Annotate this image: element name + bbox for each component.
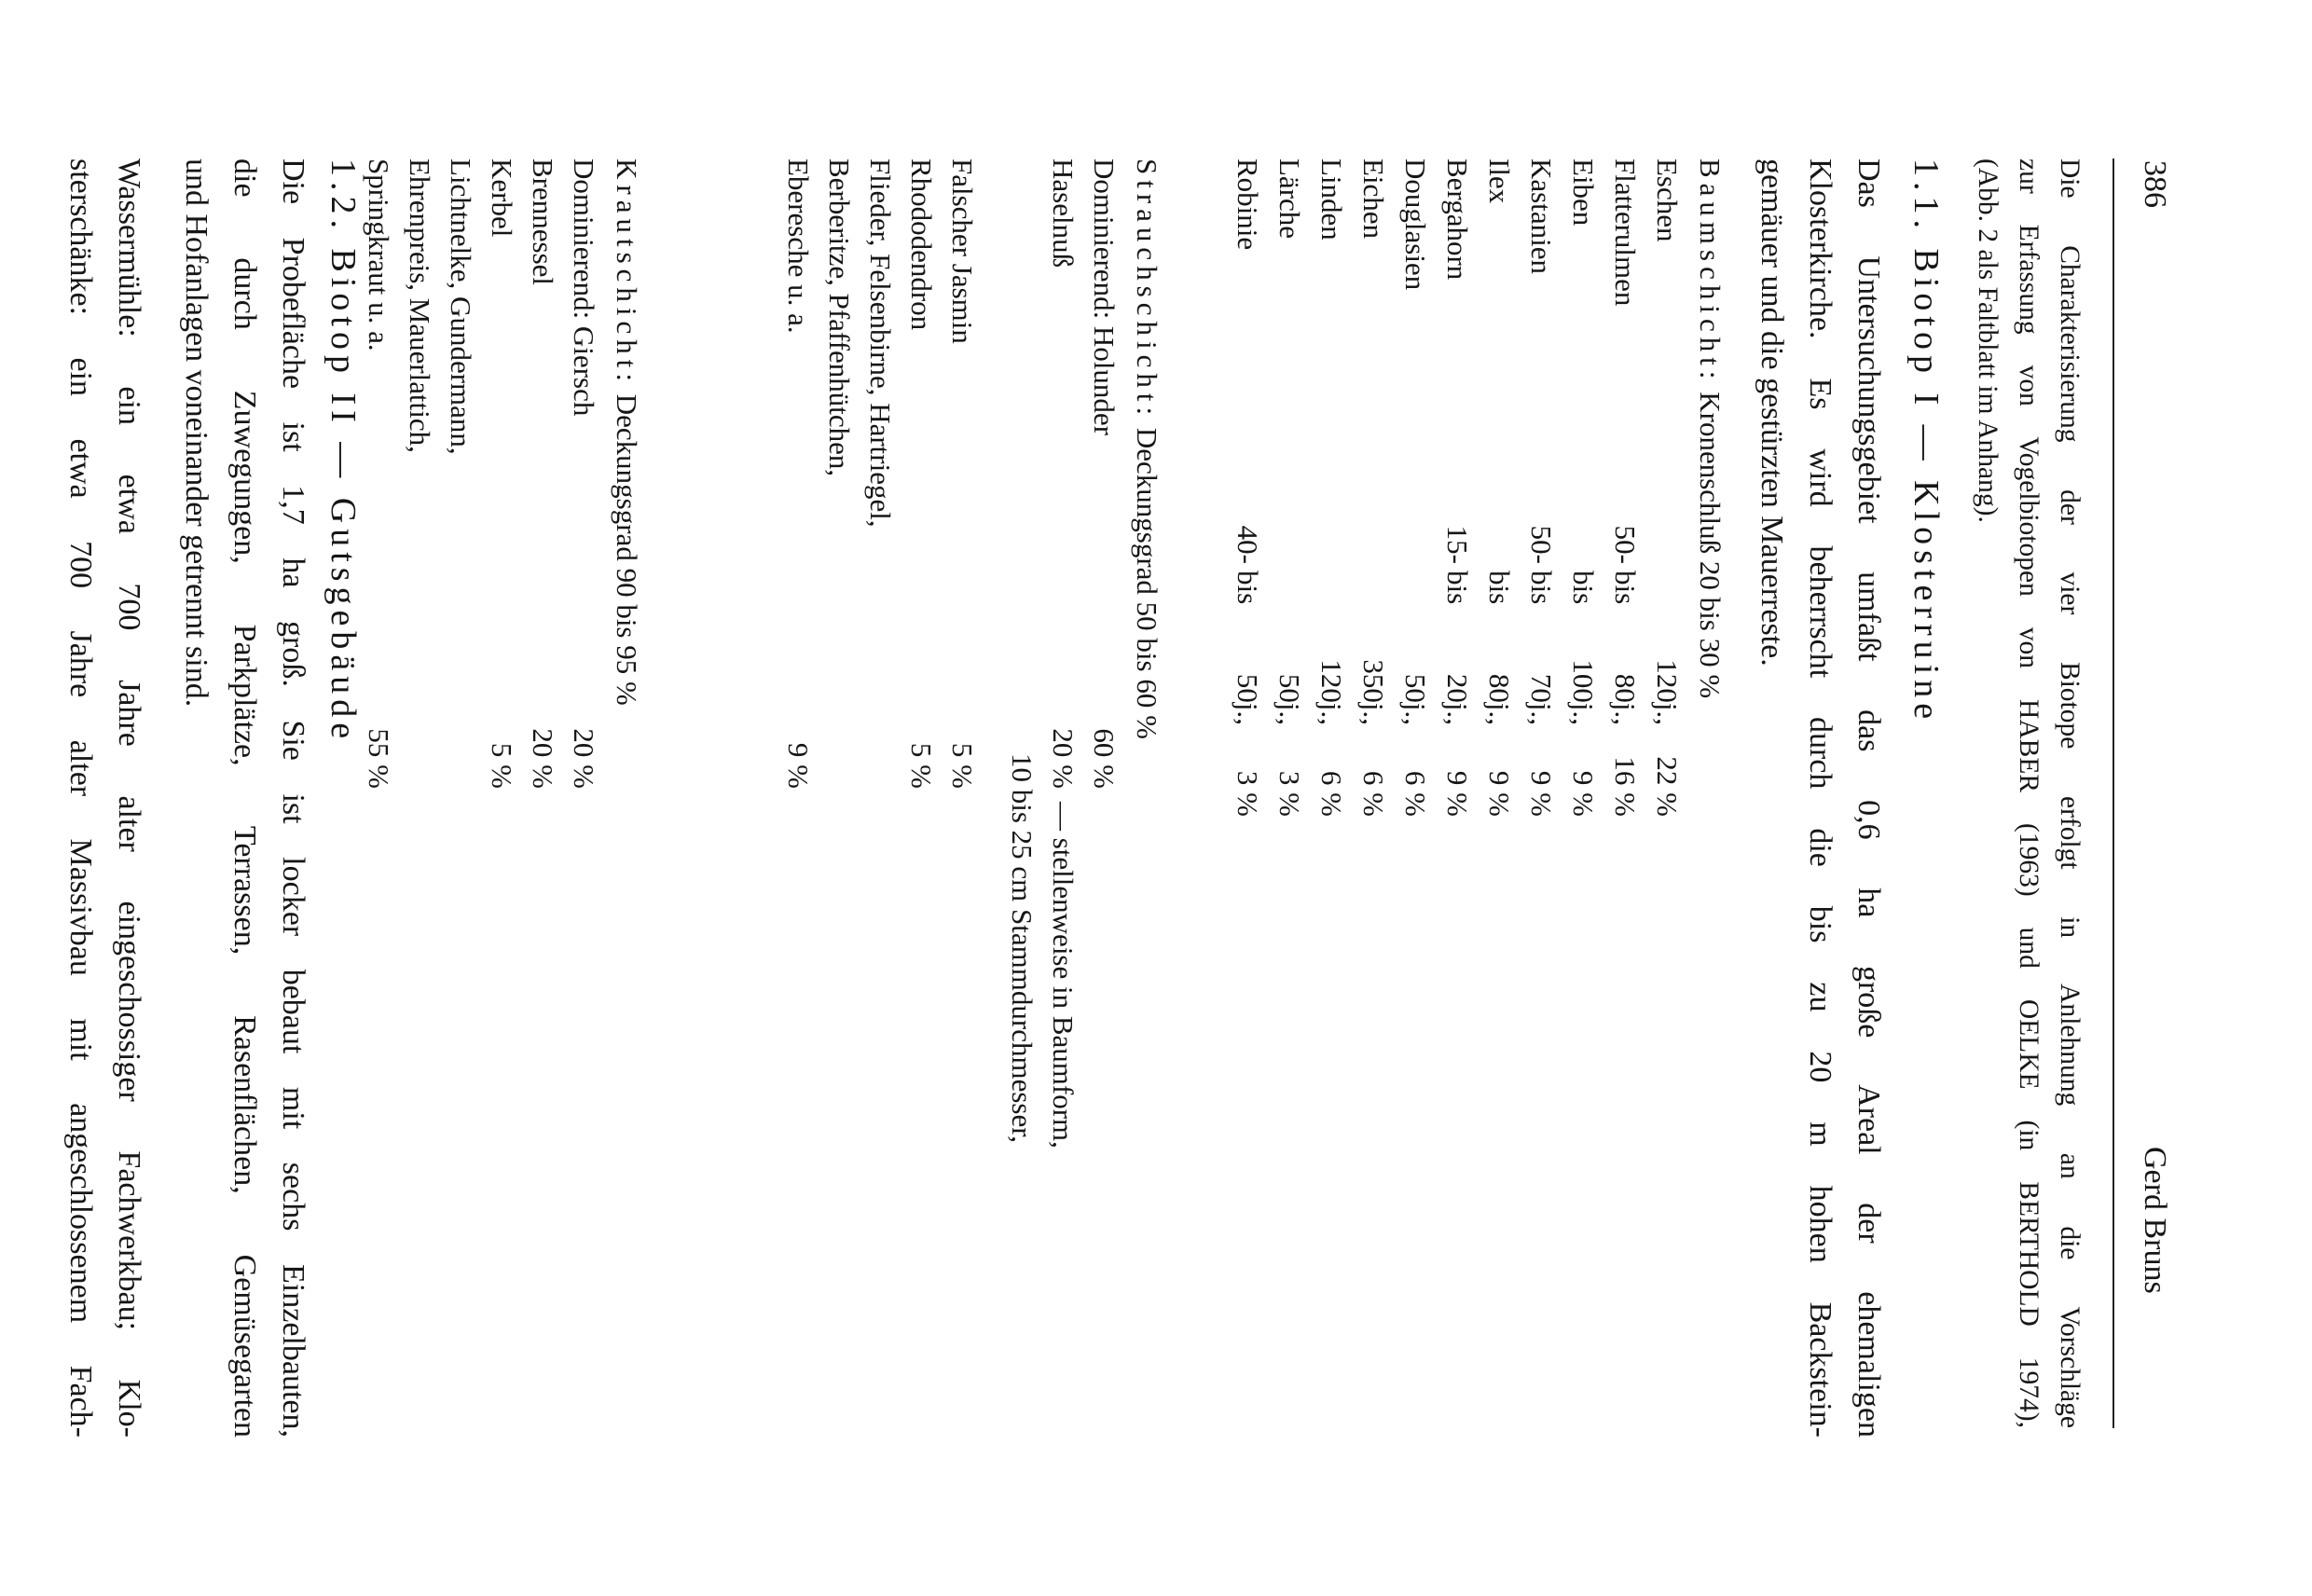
shrub-name: Haselnuß (1047, 158, 1080, 268)
tree-species-name: Eichen (1357, 158, 1390, 240)
tree-age-bis: bis (1232, 571, 1264, 605)
tree-age-bis: bis (1567, 571, 1600, 605)
herb-share-percent: 20 % (568, 728, 600, 789)
tree-age-bis: bis (1609, 571, 1642, 605)
strauchschicht-label: Strauchschicht: (1131, 158, 1163, 421)
tree-share-percent: 16 % (1609, 756, 1642, 817)
section-heading-biotop-1: 1.1. Biotop I — Klosterruine (1906, 158, 1946, 725)
krautschicht-label: Krautschicht: (611, 158, 643, 388)
herb-name: Brennessel (527, 158, 559, 286)
tree-share-percent: 3 % (1232, 770, 1264, 817)
intro-line-3: (Abb. 2 als Faltblatt im Anhang). (1973, 158, 2002, 523)
strauchschicht-text: Deckungsgrad 50 bis 60 % (1131, 427, 1163, 739)
tree-age-to: 50j., (1232, 673, 1264, 725)
shrub-share-percent: 5 % (946, 742, 979, 789)
tree-share-percent: 9 % (1567, 770, 1600, 817)
header-rule (2112, 158, 2114, 1428)
baumschicht-heading (1693, 158, 1727, 698)
tree-species-name: Ilex (1483, 158, 1516, 204)
tree-age-to: 70j., (1525, 673, 1558, 725)
tree-age-to: 120j., (1315, 659, 1348, 725)
herb-share-percent: 55 % (363, 728, 395, 789)
tree-age-from: 50- (1609, 525, 1642, 564)
tree-age-to: 80j., (1483, 673, 1516, 725)
herb-share-percent: 5 % (486, 742, 518, 789)
tree-species-name: Kastanien (1525, 158, 1558, 274)
tree-species-name: Douglasien (1399, 158, 1432, 291)
baumschicht-label: Baumschicht: (1694, 158, 1727, 385)
herb-name: Dominierend: Giersch (568, 158, 600, 417)
shrub-share-percent: 5 % (905, 742, 938, 789)
section-heading-biotop-2: 1.2. Biotop II — Gutsgebäude (323, 158, 363, 745)
tree-species-name: Linden (1315, 158, 1348, 241)
tree-share-percent: 6 % (1357, 770, 1390, 817)
tree-share-percent: 6 % (1399, 770, 1432, 817)
shrub-name: Flieder, Felsenbirne, Hartriegel, (864, 158, 897, 528)
tree-age-to: 20j., (1441, 673, 1474, 725)
shrub-note: 10 bis 25 cm Stammdurchmesser, (1006, 753, 1039, 1144)
herb-name: Springkraut u. a. (363, 158, 395, 351)
tree-species-name: Robinie (1232, 158, 1264, 251)
intro-line-1: Die Charakterisierung der vier Biotope erfolgt in Anlehnung an die Vorschläge (2055, 158, 2085, 1428)
shrub-note: — stellenweise in Baumform, (1047, 802, 1080, 1149)
herb-share-percent: 20 % (527, 728, 559, 789)
tree-age-bis: bis (1441, 571, 1474, 605)
tree-age-bis: bis (1483, 571, 1516, 605)
tree-age-to: 100j., (1567, 659, 1600, 725)
tree-age-to: 50j., (1399, 673, 1432, 725)
shrub-share-percent: 60 % (1088, 728, 1121, 789)
biotop1-paragraph-line-1: Das Untersuchungsgebiet umfaßt das 0,6 ha große Areal der ehemaligen (1851, 158, 1886, 1438)
tree-species-name: Flatterulmen (1609, 158, 1642, 307)
biotop2-paragraph2-line-1: Wassermühle: ein etwa 700 Jahre alter eingeschossiger Fachwerkbau; Klo- (112, 158, 146, 1438)
intro-line-2: zur Erfassung von Vogelbiotopen von HABER (1963) und OELKE (in BERTHOLD 1974), (2014, 158, 2044, 1428)
strauchschicht-heading (1130, 158, 1163, 739)
tree-age-from: 50- (1525, 525, 1558, 564)
tree-share-percent: 9 % (1441, 770, 1474, 817)
shrub-share-percent: 20 % (1047, 728, 1080, 789)
biotop2-paragraph-line-3: und Hofanlagen voneinander getrennt sind. (179, 158, 213, 708)
tree-age-to: 50j., (1273, 673, 1306, 725)
biotop1-paragraph-line-3: gemäuer und die gestürzten Mauerreste. (1755, 158, 1789, 667)
tree-age-from: 15- (1441, 525, 1474, 564)
running-head-author: Gerd Bruns (2138, 1147, 2172, 1294)
tree-species-name: Lärche (1273, 158, 1306, 240)
tree-age-from: 40- (1232, 525, 1264, 564)
tree-share-percent: 6 % (1315, 770, 1348, 817)
tree-species-name: Bergahorn (1441, 158, 1474, 281)
baumschicht-text: Kronenschluß 20 bis 30 % (1694, 392, 1727, 699)
herb-name: Ehrenpreis, Mauerlattich, (404, 158, 436, 453)
tree-share-percent: 22 % (1651, 756, 1684, 817)
page-number: 386 (2138, 160, 2172, 208)
tree-age-bis: bis (1525, 571, 1558, 605)
shrub-name: Rhododendron (905, 158, 938, 331)
herb-name: Kerbel (486, 158, 518, 238)
biotop1-paragraph-line-2: Klosterkirche. Es wird beherrscht durch die bis zu 20 m hohen Backstein- (1803, 158, 1837, 1438)
shrub-name: Dominierend: Holunder (1088, 158, 1121, 436)
shrub-name: Eberesche u. a. (782, 158, 815, 334)
tree-share-percent: 9 % (1483, 770, 1516, 817)
krautschicht-text: Deckungsgrad 90 bis 95 % (611, 393, 643, 706)
tree-share-percent: 9 % (1525, 770, 1558, 817)
krautschicht-heading (610, 158, 643, 706)
biotop2-paragraph-line-2: die durch Zuwegungen, Parkplätze, Terrassen, Rasenflächen, Gemüsegarten (227, 158, 262, 1438)
tree-species-name: Eschen (1651, 158, 1684, 242)
tree-age-to: 350j., (1357, 659, 1390, 725)
shrub-name: Berberitze, Pfaffenhütchen, (823, 158, 856, 477)
shrub-share-percent: 9 % (782, 742, 815, 789)
biotop2-paragraph2-line-2: sterschänke: ein etwa 700 Jahre alter Massivbau mit angeschlossenem Fach- (63, 158, 98, 1438)
herb-name: Lichtnelke, Gundermann, (445, 158, 477, 455)
tree-share-percent: 3 % (1273, 770, 1306, 817)
tree-species-name: Eiben (1567, 158, 1600, 227)
tree-age-to: 120j., (1651, 659, 1684, 725)
biotop2-paragraph-line-1: Die Probefläche ist 1,7 ha groß. Sie ist locker bebaut mit sechs Einzelbauten, (276, 158, 310, 1438)
tree-age-to: 80j., (1609, 673, 1642, 725)
shrub-name: Falscher Jasmin (946, 158, 979, 344)
